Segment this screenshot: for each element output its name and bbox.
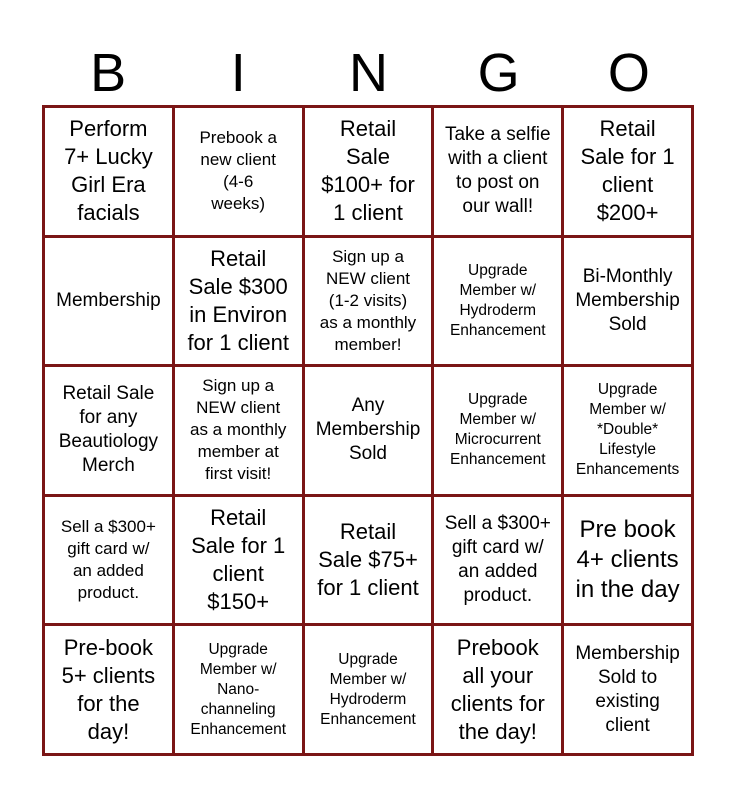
bingo-cell[interactable]: Retail Sale for 1 client $200+: [564, 108, 691, 235]
title-letter-g: G: [477, 43, 520, 103]
bingo-cell[interactable]: Pre-book 5+ clients for the day!: [45, 626, 172, 753]
bingo-cell[interactable]: Retail Sale $100+ for 1 client: [305, 108, 432, 235]
bingo-cell[interactable]: Take a selfie with a client to post on our wall!: [434, 108, 561, 235]
bingo-cell[interactable]: Sell a $300+ gift card w/ an added product.: [434, 497, 561, 624]
bingo-cell[interactable]: Upgrade Member w/ Microcurrent Enhancement: [434, 367, 561, 494]
bingo-cell[interactable]: Prebook a new client (4-6 weeks): [175, 108, 302, 235]
bingo-grid: [42, 105, 694, 756]
bingo-cell[interactable]: Membership: [45, 238, 172, 365]
bingo-cell[interactable]: Membership Sold to existing client: [564, 626, 691, 753]
title-letter-b: B: [90, 43, 127, 103]
bingo-cell[interactable]: Retail Sale $75+ for 1 client: [305, 497, 432, 624]
bingo-cell[interactable]: Upgrade Member w/ Nano- channeling Enhancement: [175, 626, 302, 753]
bingo-cell[interactable]: Upgrade Member w/ Hydroderm Enhancement: [434, 238, 561, 365]
bingo-cell[interactable]: Pre book 4+ clients in the day: [564, 497, 691, 624]
bingo-cell[interactable]: Prebook all your clients for the day!: [434, 626, 561, 753]
bingo-cell[interactable]: Any Membership Sold: [305, 367, 432, 494]
bingo-cell[interactable]: Retail Sale $300 in Environ for 1 client: [175, 238, 302, 365]
bingo-cell[interactable]: Upgrade Member w/ Hydroderm Enhancement: [305, 626, 432, 753]
bingo-cell[interactable]: Bi-Monthly Membership Sold: [564, 238, 691, 365]
bingo-cell[interactable]: Retail Sale for 1 client $150+: [175, 497, 302, 624]
title-letter-o: O: [607, 43, 650, 103]
bingo-title: [43, 42, 694, 104]
bingo-cell[interactable]: Sell a $300+ gift card w/ an added product.: [45, 497, 172, 624]
bingo-cell[interactable]: Retail Sale for any Beautiology Merch: [45, 367, 172, 494]
bingo-cell[interactable]: Sign up a NEW client (1-2 visits) as a monthly member!: [305, 238, 432, 365]
title-letter-i: I: [230, 43, 246, 103]
bingo-cell[interactable]: Sign up a NEW client as a monthly member at first visit!: [175, 367, 302, 494]
bingo-cell[interactable]: Upgrade Member w/ *Double* Lifestyle Enhancements: [564, 367, 691, 494]
title-letter-n: N: [348, 43, 388, 103]
bingo-cell[interactable]: Perform 7+ Lucky Girl Era facials: [45, 108, 172, 235]
